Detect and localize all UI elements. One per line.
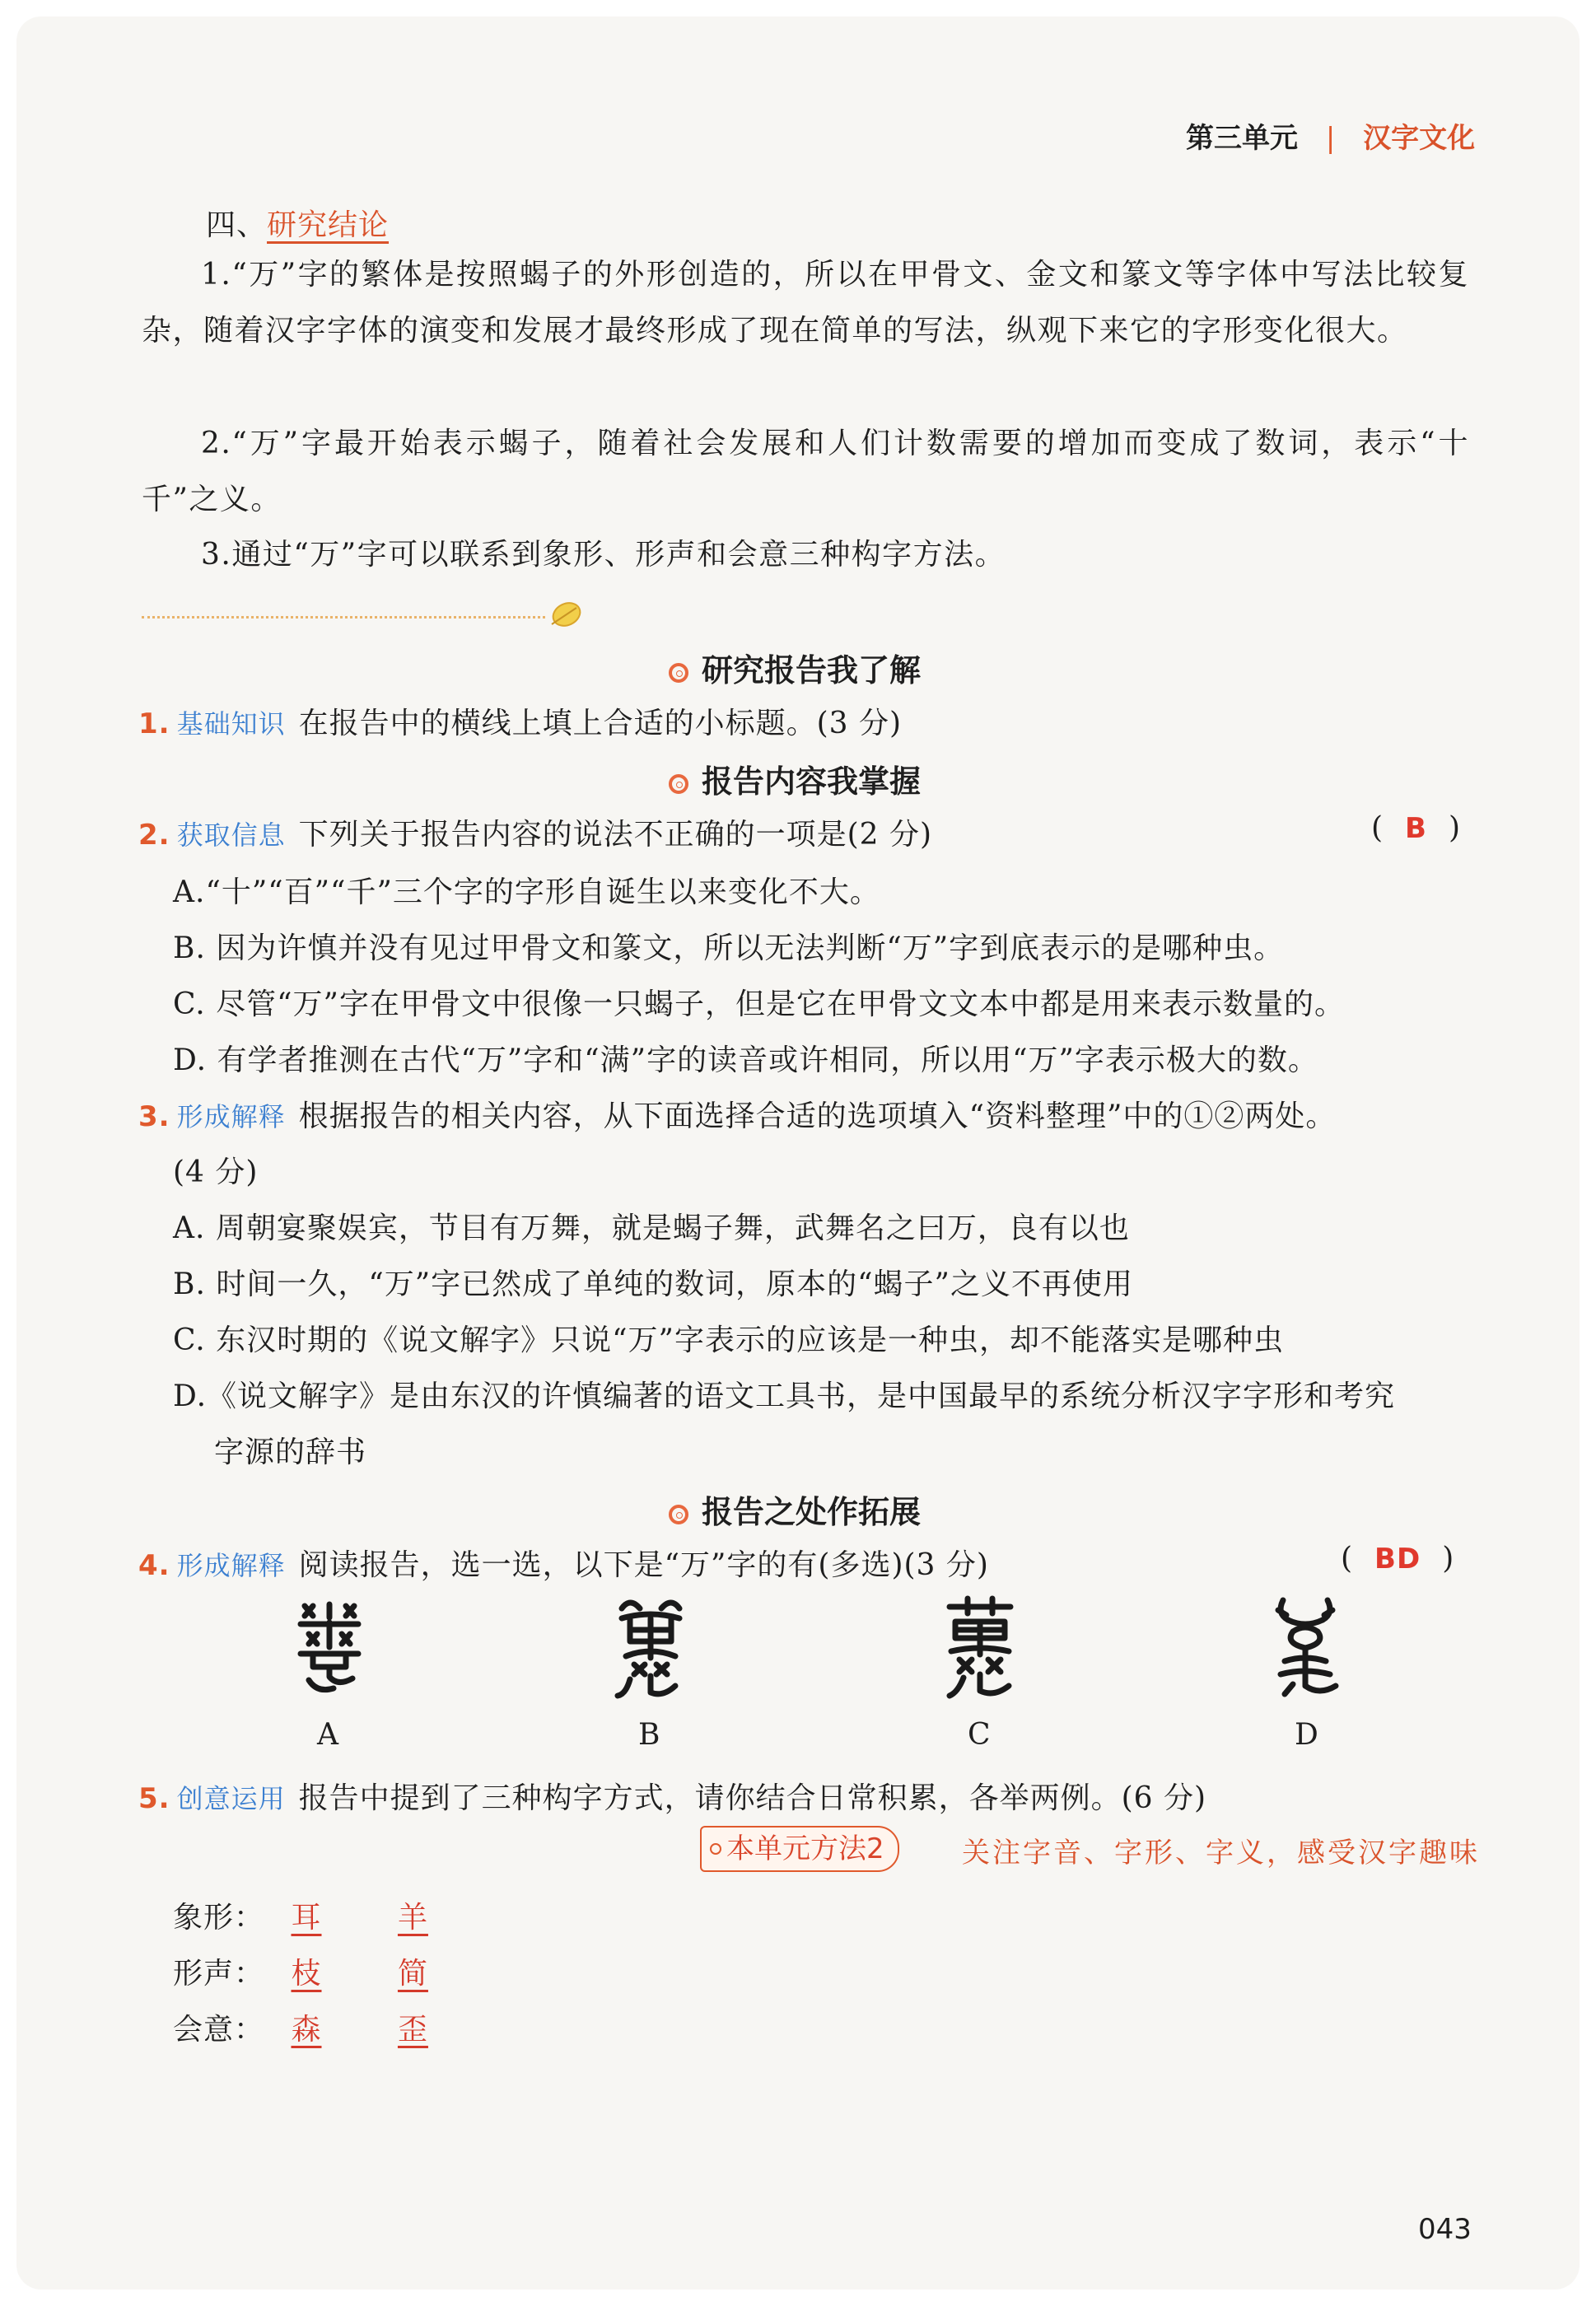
question-number: 4. — [138, 1549, 170, 1582]
method-tip: 关注字音、字形、字义，感受汉字趣味 — [962, 1837, 1480, 1870]
example-answer: 歪 — [397, 2013, 428, 2047]
q3-option-d: D.《说文解字》是由东汉的许慎编著的语文工具书，是中国最早的系统分析汉字字形和考究 — [173, 1379, 1396, 1413]
question-text: 在报告中的横线上填上合适的小标题。(3 分) — [298, 707, 903, 740]
q2-option-a: A.“十”“百”“千”三个字的字形自诞生以来变化不大。 — [173, 875, 880, 909]
example-answer: 简 — [397, 1957, 428, 1991]
example-answer: 枝 — [291, 1957, 322, 1991]
glyph-label-c: C — [968, 1718, 992, 1752]
glyph-label-a: A — [317, 1718, 339, 1752]
seal-glyph-c-icon — [935, 1594, 1025, 1704]
question-3-score: (4 分) — [173, 1155, 259, 1189]
answer-value: B — [1405, 812, 1427, 845]
unit-method-badge — [700, 1826, 899, 1872]
question-5 — [138, 1775, 1206, 1817]
badge-text: 本单元方法2 — [726, 1832, 884, 1865]
dotted-divider — [142, 616, 545, 619]
q2-option-b: B. 因为许慎并没有见过甲骨文和篆文，所以无法判断“万”字到底表示的是哪种虫。 — [173, 931, 1285, 965]
example-answer: 羊 — [397, 1901, 428, 1935]
page-number: 043 — [1418, 2213, 1472, 2246]
example-row-phonetic — [173, 1950, 428, 1992]
question-tag: 创意运用 — [176, 1783, 286, 1814]
conclusion-paragraph-3: 3.通过“万”字可以联系到象形、形声和会意三种构字方法。 — [201, 538, 1006, 572]
subheading-text: 研究报告我了解 — [702, 652, 922, 689]
unit-label: 第三单元 — [1186, 122, 1298, 155]
section-title: 研究结论 — [267, 208, 390, 242]
question-2 — [138, 811, 932, 853]
section-prefix: 四、 — [206, 208, 268, 242]
question-tag: 获取信息 — [176, 819, 286, 851]
seal-glyph-d-icon — [1260, 1594, 1351, 1704]
example-label: 象形： — [173, 1901, 265, 1935]
example-answer: 森 — [291, 2013, 322, 2047]
q2-option-c: C. 尽管“万”字在甲骨文中很像一只蝎子，但是它在甲骨文文本中都是用来表示数量的。 — [173, 987, 1345, 1021]
ring-icon — [669, 663, 688, 683]
conclusion-paragraph-1: 1.“万”字的繁体是按照蝎子的外形创造的，所以在甲骨文、金文和篆文等字体中写法比较复杂，随着汉字字体的演变和发展才最终形成了现在简单的写法，纵观下来它的字形变化很大。 — [142, 258, 1469, 348]
question-tag: 形成解释 — [176, 1101, 286, 1132]
seal-glyph-a-icon — [288, 1598, 371, 1700]
question-tag: 形成解释 — [176, 1550, 286, 1581]
question-number: 5. — [138, 1782, 170, 1815]
unit-theme: 汉字文化 — [1363, 122, 1476, 155]
answer-bracket-q2: ( B ) — [1371, 811, 1462, 845]
badge-dot-icon — [710, 1843, 721, 1855]
q3-option-c: C. 东汉时期的《说文解字》只说“万”字表示的应该是一种虫，却不能落实是哪种虫 — [173, 1323, 1284, 1357]
example-answer: 耳 — [291, 1901, 322, 1935]
subheading-extend-report — [669, 1487, 921, 1532]
question-number: 2. — [138, 819, 170, 852]
q3-option-b: B. 时间一久，“万”字已然成了单纯的数词，原本的“蝎子”之义不再使用 — [173, 1267, 1133, 1301]
seal-glyph-b-icon — [605, 1594, 696, 1704]
subheading-understand-report — [669, 645, 921, 690]
example-label: 会意： — [173, 2013, 265, 2047]
answer-bracket-q4: ( BD ) — [1341, 1542, 1455, 1575]
question-text: 根据报告的相关内容，从下面选择合适的选项填入“资料整理”中的①②两处。 — [298, 1099, 1337, 1133]
question-text: 报告中提到了三种构字方式，请你结合日常积累，各举两例。(6 分) — [298, 1781, 1207, 1815]
question-number: 1. — [138, 707, 170, 740]
leaf-icon — [547, 600, 585, 633]
answer-value: BD — [1374, 1543, 1421, 1575]
ring-icon — [669, 1505, 688, 1524]
q2-option-d: D. 有学者推测在古代“万”字和“满”字的读音或许相同，所以用“万”字表示极大的数。 — [173, 1043, 1318, 1077]
question-3 — [138, 1093, 1336, 1135]
header-separator: | — [1325, 122, 1336, 155]
subheading-text: 报告内容我掌握 — [702, 763, 922, 800]
subheading-text: 报告之处作拓展 — [702, 1494, 922, 1530]
page-header — [1186, 115, 1475, 156]
example-row-pictograph — [173, 1894, 428, 1936]
question-4 — [138, 1542, 989, 1584]
subheading-master-content — [669, 756, 921, 801]
question-text: 下列关于报告内容的说法不正确的一项是(2 分) — [298, 818, 933, 852]
q3-option-a: A. 周朝宴聚娱宾，节目有万舞，就是蝎子舞，武舞名之曰万，良有以也 — [173, 1211, 1130, 1245]
question-tag: 基础知识 — [176, 708, 286, 740]
question-number: 3. — [138, 1100, 170, 1133]
section-heading — [206, 202, 389, 244]
q3-option-d-continued: 字源的辞书 — [214, 1435, 367, 1469]
example-row-ideograph — [173, 2006, 428, 2048]
conclusion-paragraph-2: 2.“万”字最开始表示蝎子，随着社会发展和人们计数需要的增加而变成了数词，表示“十千”之义。 — [142, 427, 1469, 516]
question-text: 阅读报告，选一选，以下是“万”字的有(多选)(3 分) — [298, 1548, 989, 1582]
glyph-label-b: B — [638, 1718, 661, 1752]
glyph-label-d: D — [1295, 1718, 1319, 1752]
example-label: 形声： — [173, 1957, 265, 1991]
ring-icon — [669, 774, 688, 794]
question-1 — [138, 700, 902, 742]
